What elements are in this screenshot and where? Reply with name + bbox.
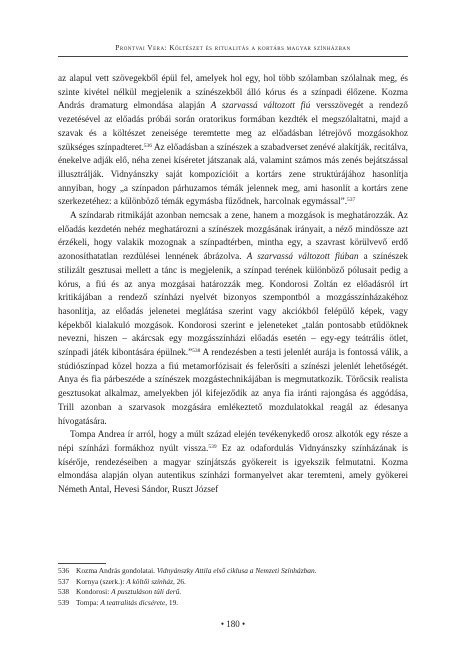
- header-rule: [58, 56, 408, 57]
- text-run: A rendezésben a testi jelenlét aurája is fontossá válik, a stúdiószínpad közel hozza a fiú metamorfózisait és felerősíti a színészi jelenlét lehetőségét. Anya és fia párbeszéde a színészek mozgástechnikájában is megmutatkozik. Törőcsik realista gesztusokat alkalmaz, amelyekben jól kifejeződik az anya fia iránti rajongása és aggódása, Trill azonban a szarvasok mozgására emlékeztető mozdulatokkal reagál az édesanya hívogatására.: [58, 347, 409, 426]
- footnote-number: 536: [58, 566, 70, 575]
- text-run: Kornya (szerk.):: [76, 576, 127, 586]
- text-run: a színészek stilizált gesztusai mellett a tánc is megjelenik, a színpad terének különböző pólusait pedig a kórus, a fiú és az anya mozgásai határozzák meg. Kondorosi Zoltán ez előadásról írt kritikájában a rendező színházi nyelvét bizonyos szempontból a mozgásszínházakéhoz hasonlítja, az előadás jelenetei meglátása szerint vagy akciókból felépülő képek, vagy képekből kialakuló mozgások. Kondorosi szerint e jeleneteket „talán pontosabb etűdöknek nevezni, hiszen – akárcsak egy mozgásszínházi előadás esetén – egy-egy teátrális ötlet, színpadi játék kibontására épülnek.”: [58, 251, 409, 358]
- text-run: A színdarab ritmikáját azonban nemcsak a zene, hanem a mozgások is meghatározzák. Az előadás kezdetén nehéz meghatározni a színészek mozgásának irányait, a néző mindössze azt érzékeli, hogy valakik mozognak a színpadtérben, mintha egy, a szavrast körülvevő erdő azonosíthatatlan rezdülései lennének ábrázolva.: [58, 210, 408, 262]
- footnote-text: [76, 566, 317, 577]
- paragraph: [58, 72, 408, 209]
- footnote-number: 538: [58, 587, 70, 597]
- running-header: Prontvai Vera: Költészet és ritualitás a kortárs magyar színházban: [115, 44, 351, 52]
- footnote-ref: 536: [143, 142, 153, 149]
- text-run: Kozma András gondolatai.: [76, 566, 157, 575]
- italic-title: Vidnyánszky Attila első ciklusa a Nemzeti Színházban.: [156, 566, 317, 575]
- italic-title: A teatralitás dicsérete: [100, 597, 166, 607]
- footnote-text: [76, 577, 186, 588]
- text-run: , 26.: [172, 576, 186, 586]
- text-run: Ez az odafordulás Vidnyánszky színházának is kísérője, rendezéseiben a magyar színjátszás gyökereit is igyekszik felmutatni. Kozma elmondása alapján olyan autentikus színházi formanyelvet akar teremteni, amely gyökerei Németh Antal, Hevesi Sándor, Ruszt József: [58, 442, 408, 495]
- italic-title: A szarvassá változott fiú: [210, 100, 311, 111]
- footnote-rule: [58, 563, 106, 564]
- footnote-number: 537: [58, 576, 70, 586]
- italic-title: A költői színház: [126, 576, 173, 586]
- text-run: versszövegét a rendező vezetésével az előadás próbái során oratorikus formában kezdték el megszólaltatni, majd a szavak és a költészet zeneisége teremtette meg az előadásban létrejövő mozgásokhoz szükséges színpadteret.: [58, 100, 408, 152]
- italic-title: A pusztuláson túli derű.: [111, 587, 182, 597]
- footnote: [58, 587, 408, 598]
- page-number: • 180 •: [220, 619, 246, 629]
- text-run: , 19.: [165, 597, 179, 607]
- text-run: Kondorosi:: [76, 587, 112, 597]
- main-text: [58, 72, 408, 497]
- text-run: az alapul vett szövegekből épül fel, amelyek hol egy, hol több szólamban szólalnak meg, és szinte kivétel nélkül megjelenik a színészekből álló kórus és a színpadi élőzene. Kozma András dramaturg elmondása alapján: [58, 73, 408, 111]
- text-run: Az előadásban a színészek a szabadverset zenévé alakítják, recitálva, énekelve adják elő, néha zenei kíséretet játszanak alá, valamint számos más zenés bejátszással illusztrálják. Vidnyánszky saját kompozícióit a kortárs zene struktúrájához hasonlítja annyiban, hogy „a színpadon párhuzamos témák jelennek meg, ami hasonlít a kortárs zene szerkezetéhez: a különböző témák egymásba fűződnek, harcolnak egymással”.: [58, 141, 408, 207]
- italic-title: A szarvassá változott fiúban: [246, 251, 359, 262]
- text-run: Tompa:: [76, 597, 101, 607]
- page-number-value: 180: [226, 619, 240, 629]
- footnote: [58, 577, 408, 588]
- text-run: Tompa Andrea ír arról, hogy a múlt század elején tevékenykedő orosz alkotók egy része a népi színházi formákhoz nyúlt vissza.: [58, 429, 408, 453]
- paragraph: [58, 209, 408, 428]
- paragraph: [58, 428, 408, 497]
- footnote-number: 539: [58, 597, 70, 607]
- footnote-ref: 539: [208, 443, 217, 450]
- footnote: [58, 598, 408, 609]
- footnote-ref: 537: [347, 197, 356, 204]
- footnote-ref: 538: [192, 348, 201, 355]
- footnote-text: [76, 598, 178, 609]
- footnotes: [58, 566, 408, 608]
- footnote: [58, 566, 408, 577]
- footnote-text: [76, 587, 181, 598]
